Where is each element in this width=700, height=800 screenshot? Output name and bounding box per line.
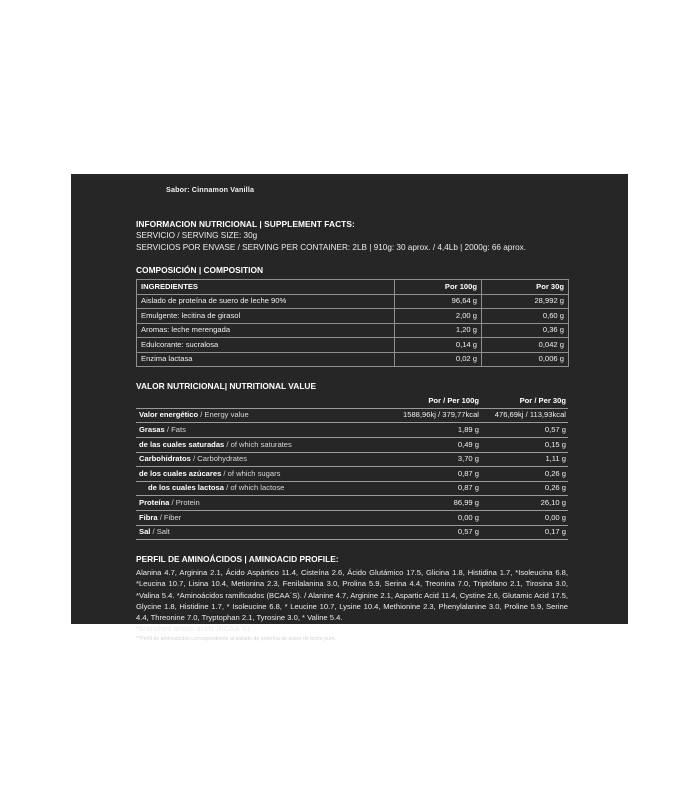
composition-table xyxy=(136,279,569,367)
nutrient-name-es: de los cuales lactosa xyxy=(148,483,224,493)
nutrient-name xyxy=(136,481,374,496)
table-row xyxy=(137,309,569,324)
ingredient-name: Aislado de proteína de suero de leche 90% xyxy=(137,294,395,309)
nutrition-header-per100: Por / Per 100g xyxy=(428,395,479,405)
nutrient-per30: 0,26 g xyxy=(481,467,568,482)
nutrition-header-blank xyxy=(136,394,374,408)
nutrition-table xyxy=(136,394,568,540)
servings-per-container-text: SERVICIOS POR ENVASE / SERVING PER CONTAINER: 2LB | 910g: 30 aprox. / 4,4Lb | 2000g: 66 aprox. xyxy=(136,242,526,252)
aminoacid-section xyxy=(136,553,568,643)
nutrient-name-es: Valor energético xyxy=(139,410,199,420)
nutrient-per100: 1588,96kj / 379,77kcal xyxy=(374,408,481,423)
nutrient-per30: 0,26 g xyxy=(481,481,568,496)
supplement-facts-title: INFORMACION NUTRICIONAL | SUPPLEMENT FACTS: xyxy=(136,219,355,229)
table-row xyxy=(136,437,568,452)
aminoacid-fine-note: **Perfil de aminoácidos correspondiente al aislado de proteína de suero de leche puro. xyxy=(136,636,336,643)
nutrient-name-es: Fibra xyxy=(139,512,158,522)
composition-header-row xyxy=(137,280,569,295)
nutrient-per100: 0,00 g xyxy=(374,510,481,525)
ingredient-name: Enzima lactasa xyxy=(137,352,395,367)
nutrient-name-en: / of which saturates xyxy=(224,439,292,449)
nutrient-name-es: Proteína xyxy=(139,497,170,507)
nutrient-name-en: / of which lactose xyxy=(223,483,285,493)
table-row xyxy=(136,481,568,496)
nutrient-name-en: / Fats xyxy=(164,424,186,434)
nutrient-per30: 0,00 g xyxy=(481,510,568,525)
nutrient-name-en: / Carbohydrates xyxy=(190,454,248,464)
composition-section xyxy=(136,264,568,367)
nutrient-per30: 1,11 g xyxy=(481,452,568,467)
composition-body xyxy=(137,294,569,367)
nutrition-label-panel xyxy=(71,174,628,643)
nutrition-section xyxy=(136,380,568,540)
nutrient-per100: 0,87 g xyxy=(374,481,481,496)
ingredient-per100: 1,20 g xyxy=(395,323,482,338)
nutrition-body xyxy=(136,408,568,539)
ingredient-per100: 2,00 g xyxy=(395,309,482,324)
table-row xyxy=(136,423,568,438)
table-row xyxy=(136,510,568,525)
nutrient-name-es: de las cuales saturadas xyxy=(139,439,225,449)
nutrient-name-en: / of which sugars xyxy=(221,468,281,478)
spacer xyxy=(136,253,568,264)
composition-title: COMPOSICIÓN | COMPOSITION xyxy=(136,265,264,276)
nutrient-per30: 26,10 g xyxy=(481,496,568,511)
table-row xyxy=(136,525,568,540)
nutrient-name xyxy=(136,510,374,525)
nutrient-name-es: Sal xyxy=(139,527,151,537)
nutrient-name xyxy=(136,525,374,540)
nutrient-name xyxy=(136,496,374,511)
nutrient-per100: 0,87 g xyxy=(374,467,481,482)
spacer xyxy=(136,540,568,553)
table-row xyxy=(136,452,568,467)
ingredient-name: Aromas: leche merengada xyxy=(137,323,395,338)
ingredient-per30: 0,36 g xyxy=(482,323,569,338)
table-row xyxy=(137,294,569,309)
nutrient-per100: 0,57 g xyxy=(374,525,481,540)
nutrient-per100: 1,89 g xyxy=(374,423,481,438)
composition-header-ingredients: INGREDIENTES xyxy=(137,280,395,295)
ingredient-per30: 0,006 g xyxy=(482,352,569,367)
table-row xyxy=(137,323,569,338)
nutrient-per30: 0,17 g xyxy=(481,525,568,540)
bcaa-note: *Branched amino acids (BCAA´S). xyxy=(136,624,252,634)
ingredient-per30: 0,042 g xyxy=(482,338,569,353)
nutrient-name-en: / Fiber xyxy=(157,512,182,522)
nutrient-name xyxy=(136,408,374,423)
nutrition-header-per30: Por / Per 30g xyxy=(519,395,566,405)
table-row xyxy=(136,408,568,423)
nutrient-per30: 476,69kj / 113,93kcal xyxy=(481,408,568,423)
table-row xyxy=(136,467,568,482)
nutrient-name xyxy=(136,452,374,467)
nutrient-name xyxy=(136,437,374,452)
aminoacid-title: PERFIL DE AMINOÁCIDOS | AMINOACID PROFILE: xyxy=(136,554,339,565)
nutrient-name xyxy=(136,423,374,438)
nutrient-name-es: Carbohidratos xyxy=(139,454,191,464)
nutrient-per100: 86,99 g xyxy=(374,496,481,511)
aminoacid-paragraph: Alanina 4.7, Arginina 2.1, Ácido Aspártico 11.4, Cisteína 2.6, Ácido Glutámico 17.5, Glicina 1.8, Histidina 1.7, *Isoleucina 6.8, *Leucina 10.7, Lisina 10.4, Metionina 2.3, Fenilalanina 3.0, Prolina 5.9, Serina 4.4, Treonina 7.0, Triptófano 2.1, Tirosina 3.0, *Valina 5.4. *Aminoácidos ramificados (BCAA´S). / Alanine 4.7, Arginine 2.1, Aspartic Acid 11.4, Cystine 2.6, Glutamic Acid 17.5, Glycine 1.8, Histidine 1.7, * Isoleucine 6.8, * Leucine 10.7, Lysine 10.4, Methionine 2.3, Phenylalanine 3.0, Proline 5.9, Serine 4.4, Threonine 7.0, Tryptophan 2.1, Tyrosine 3.0, * Valine 5.4. xyxy=(136,568,568,622)
ingredient-per100: 96,64 g xyxy=(395,294,482,309)
nutrient-name-en: / Energy value xyxy=(198,410,249,420)
ingredient-per100: 0,14 g xyxy=(395,338,482,353)
ingredient-per30: 0,60 g xyxy=(482,309,569,324)
ingredient-per100: 0,02 g xyxy=(395,352,482,367)
nutrition-title: VALOR NUTRICIONAL| NUTRITIONAL VALUE xyxy=(136,381,317,392)
nutrient-name-en: / Protein xyxy=(169,497,200,507)
spacer xyxy=(136,367,568,380)
nutrient-name xyxy=(136,467,374,482)
table-row xyxy=(137,338,569,353)
nutrient-per30: 0,57 g xyxy=(481,423,568,438)
nutrient-per100: 0,49 g xyxy=(374,437,481,452)
flavor-text: Sabor: Cinnamon Vanilla xyxy=(166,185,255,194)
ingredient-per30: 28,992 g xyxy=(482,294,569,309)
serving-size-text: SERVICIO / SERVING SIZE: 30g xyxy=(136,231,258,240)
nutrient-name-es: Grasas xyxy=(139,424,165,434)
supplement-facts-block xyxy=(136,218,568,253)
nutrient-name-es: de los cuales azúcares xyxy=(139,468,222,478)
nutrient-name-en: / Salt xyxy=(150,527,170,537)
nutrient-per100: 3,70 g xyxy=(374,452,481,467)
ingredient-name: Emulgente: lecitina de girasol xyxy=(137,309,395,324)
table-row xyxy=(136,496,568,511)
composition-header-per30: Por 30g xyxy=(482,280,569,295)
nutrient-per30: 0,15 g xyxy=(481,437,568,452)
label-content xyxy=(136,218,568,643)
nutrition-header-row xyxy=(136,394,568,408)
table-row xyxy=(137,352,569,367)
ingredient-name: Edulcorante: sucralosa xyxy=(137,338,395,353)
composition-header-per100: Por 100g xyxy=(395,280,482,295)
